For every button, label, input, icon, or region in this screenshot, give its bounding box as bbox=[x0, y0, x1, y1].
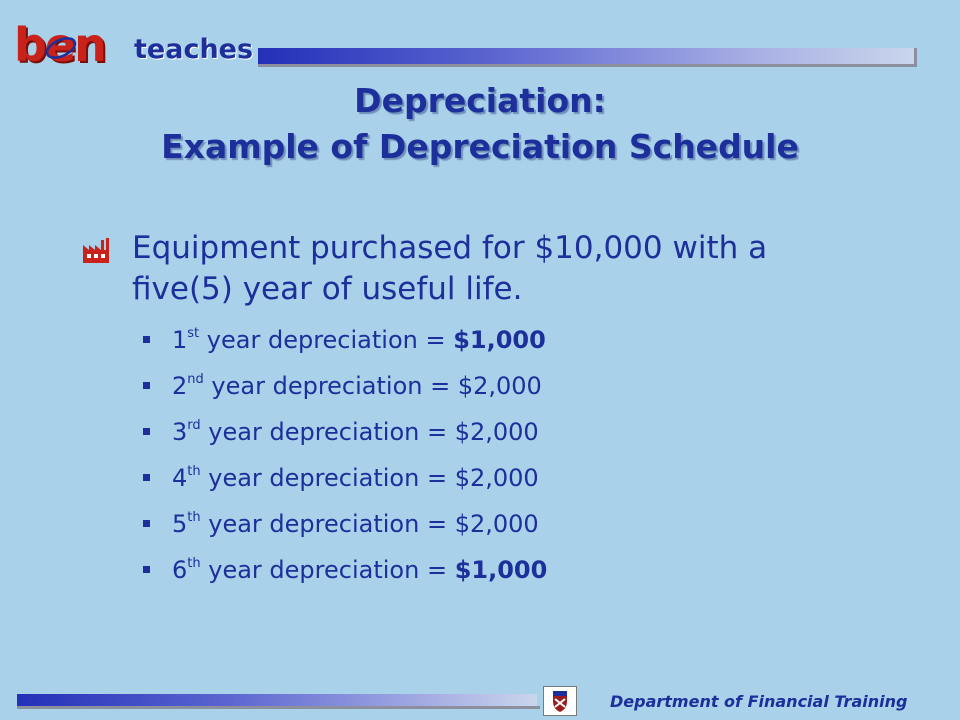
main-bullet-line-2: five(5) year of useful life. bbox=[132, 271, 523, 307]
main-bullet-text bbox=[132, 228, 892, 310]
schedule-amount: $2,000 bbox=[454, 464, 539, 492]
schedule-item-text: 4th year depreciation = $2,000 bbox=[172, 464, 539, 492]
logo-tagline: teaches bbox=[134, 34, 254, 65]
slide-title bbox=[0, 78, 960, 170]
schedule-item-text: 1st year depreciation = $1,000 bbox=[172, 326, 546, 354]
square-bullet-icon bbox=[143, 428, 150, 435]
schedule-amount: $2,000 bbox=[454, 510, 539, 538]
factory-icon bbox=[80, 236, 112, 266]
square-bullet-icon bbox=[143, 382, 150, 389]
header-gradient-bar bbox=[258, 48, 917, 64]
title-line-1: Depreciation: bbox=[354, 81, 606, 120]
footer-bar-shadow bbox=[17, 706, 540, 709]
shield-emblem-icon bbox=[543, 686, 577, 716]
square-bullet-icon bbox=[143, 336, 150, 343]
logo-brand: ben bbox=[14, 18, 105, 72]
square-bullet-icon bbox=[143, 474, 150, 481]
schedule-amount: $1,000 bbox=[453, 326, 546, 354]
schedule-item-text: 2nd year depreciation = $2,000 bbox=[172, 372, 542, 400]
footer-department: Department of Financial Training bbox=[610, 692, 908, 711]
globe-swirl-icon bbox=[44, 31, 78, 65]
main-bullet-line-1: Equipment purchased for $10,000 with a bbox=[132, 230, 768, 266]
schedule-amount: $2,000 bbox=[454, 418, 539, 446]
schedule-amount: $2,000 bbox=[457, 372, 542, 400]
schedule-item-text: 3rd year depreciation = $2,000 bbox=[172, 418, 539, 446]
header-bar-shadow bbox=[258, 64, 917, 67]
square-bullet-icon bbox=[143, 566, 150, 573]
ben-teaches-logo bbox=[14, 18, 254, 72]
footer-gradient-bar bbox=[17, 694, 537, 706]
square-bullet-icon bbox=[143, 520, 150, 527]
title-line-2: Example of Depreciation Schedule bbox=[161, 127, 799, 166]
schedule-amount: $1,000 bbox=[454, 556, 548, 584]
schedule-item-text: 6th year depreciation = $1,000 bbox=[172, 556, 548, 584]
schedule-item-text: 5th year depreciation = $2,000 bbox=[172, 510, 539, 538]
